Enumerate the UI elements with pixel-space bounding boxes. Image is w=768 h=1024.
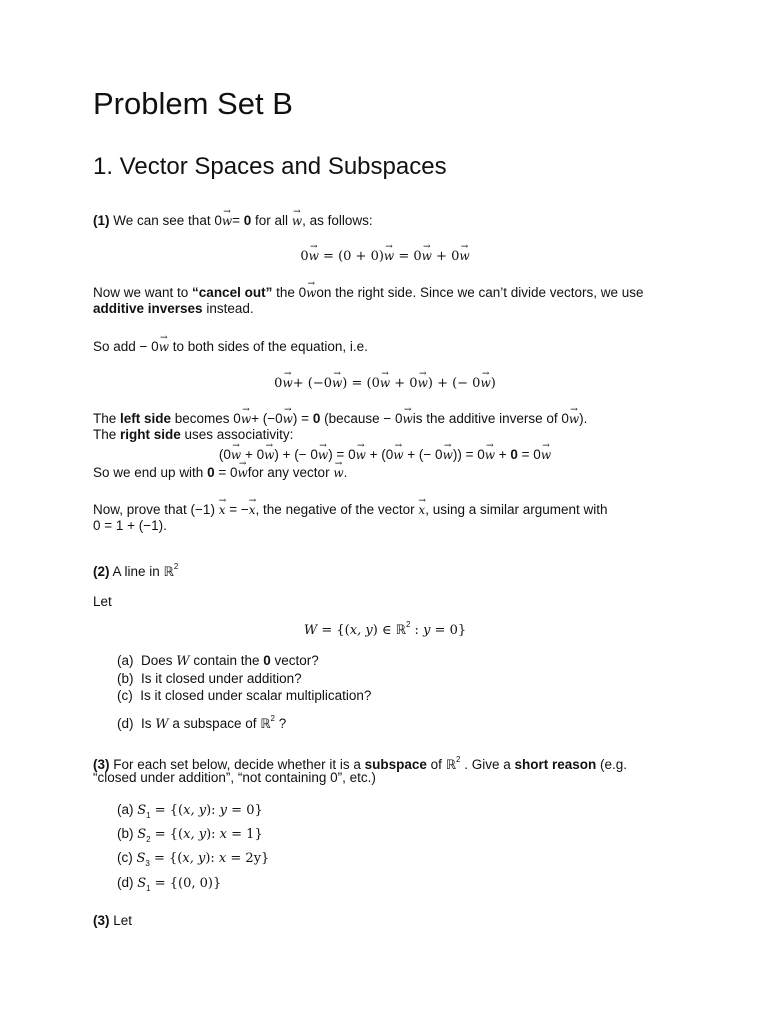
- p1-intro: (1) We can see that 0→ w= 0 for all → w, as follows:: [93, 210, 373, 230]
- p1-additive-inverses-line: additive inverses instead.: [93, 301, 254, 316]
- p2-heading: (2) A line in ℝ$^2$: [93, 562, 179, 580]
- p3-heading-line-2: “closed under addition”, “not containing 0”, etc.): [93, 770, 376, 785]
- p1-prove-line-2: 0 = 1 + (−1).: [93, 518, 167, 533]
- p3-item-b: (b) $S_2 = \{(x$, y): x = 1}: [117, 826, 263, 844]
- p2-item-d: (d) Is W a subspace of ℝ$^2$ ?: [117, 714, 287, 732]
- p2-let: Let: [93, 594, 112, 609]
- p1-prove-line: Now, prove that (−1) → x = −→ x, the negative of the vector → x, using a similar argument with: [93, 499, 608, 519]
- p1-equation-3: (0→ w + 0→ w) + (− 0→ w) = 0→ w + (0→ w + (− 0→ w)) = 0→ w + 0 = 0→ w: [93, 444, 677, 464]
- p2-item-b: (b) Is it closed under addition?: [117, 671, 302, 686]
- p1-equation-1: 0→ w = (0 + 0)→ w = 0→ w + 0→ w: [93, 245, 677, 266]
- p1-end-line: So we end up with 0 = 0→ wfor any vector → w.: [93, 462, 347, 482]
- section-heading: 1. Vector Spaces and Subspaces: [93, 153, 447, 180]
- p4-heading: (3) Let: [93, 913, 133, 928]
- p2-set-definition: W = {(x, y) ∈ ℝ$^2$ : y = 0}: [303, 620, 467, 638]
- p1-equation-2: 0→ w+ (−0→ w) = (0→ w + 0→ w) + (− 0→ w): [93, 372, 677, 393]
- p2-item-a: (a) Does W contain the 0 vector?: [117, 653, 319, 669]
- page-title: Problem Set B: [93, 86, 293, 121]
- p3-heading: (3) For each set below, decide whether it is a subspace of ℝ$^2$ . Give a short reason (e.g.: [93, 755, 628, 773]
- p1-left-side-line: The left side becomes 0→ w+ (−0→ w) = 0 (because − 0→ wis the additive inverse of 0→ w).: [93, 408, 587, 428]
- p2-item-c: (c) Is it closed under scalar multiplication?: [117, 688, 372, 703]
- p3-item-d: (d) $S_1 = \{(0$, 0)}: [117, 875, 222, 893]
- p1-right-side-line: The right side uses associativity:: [93, 427, 294, 442]
- p1-so-add-line: So add − 0→ w to both sides of the equation, i.e.: [93, 336, 368, 356]
- p1-cancel-line: Now we want to “cancel out” the 0→ won the right side. Since we can’t divide vectors, we use: [93, 282, 644, 302]
- p3-item-a: (a) $S_1 = \{(x$, y): y = 0}: [117, 802, 263, 820]
- p3-item-c: (c) $S_3 = \{(x$, y): x = 2y}: [117, 850, 270, 868]
